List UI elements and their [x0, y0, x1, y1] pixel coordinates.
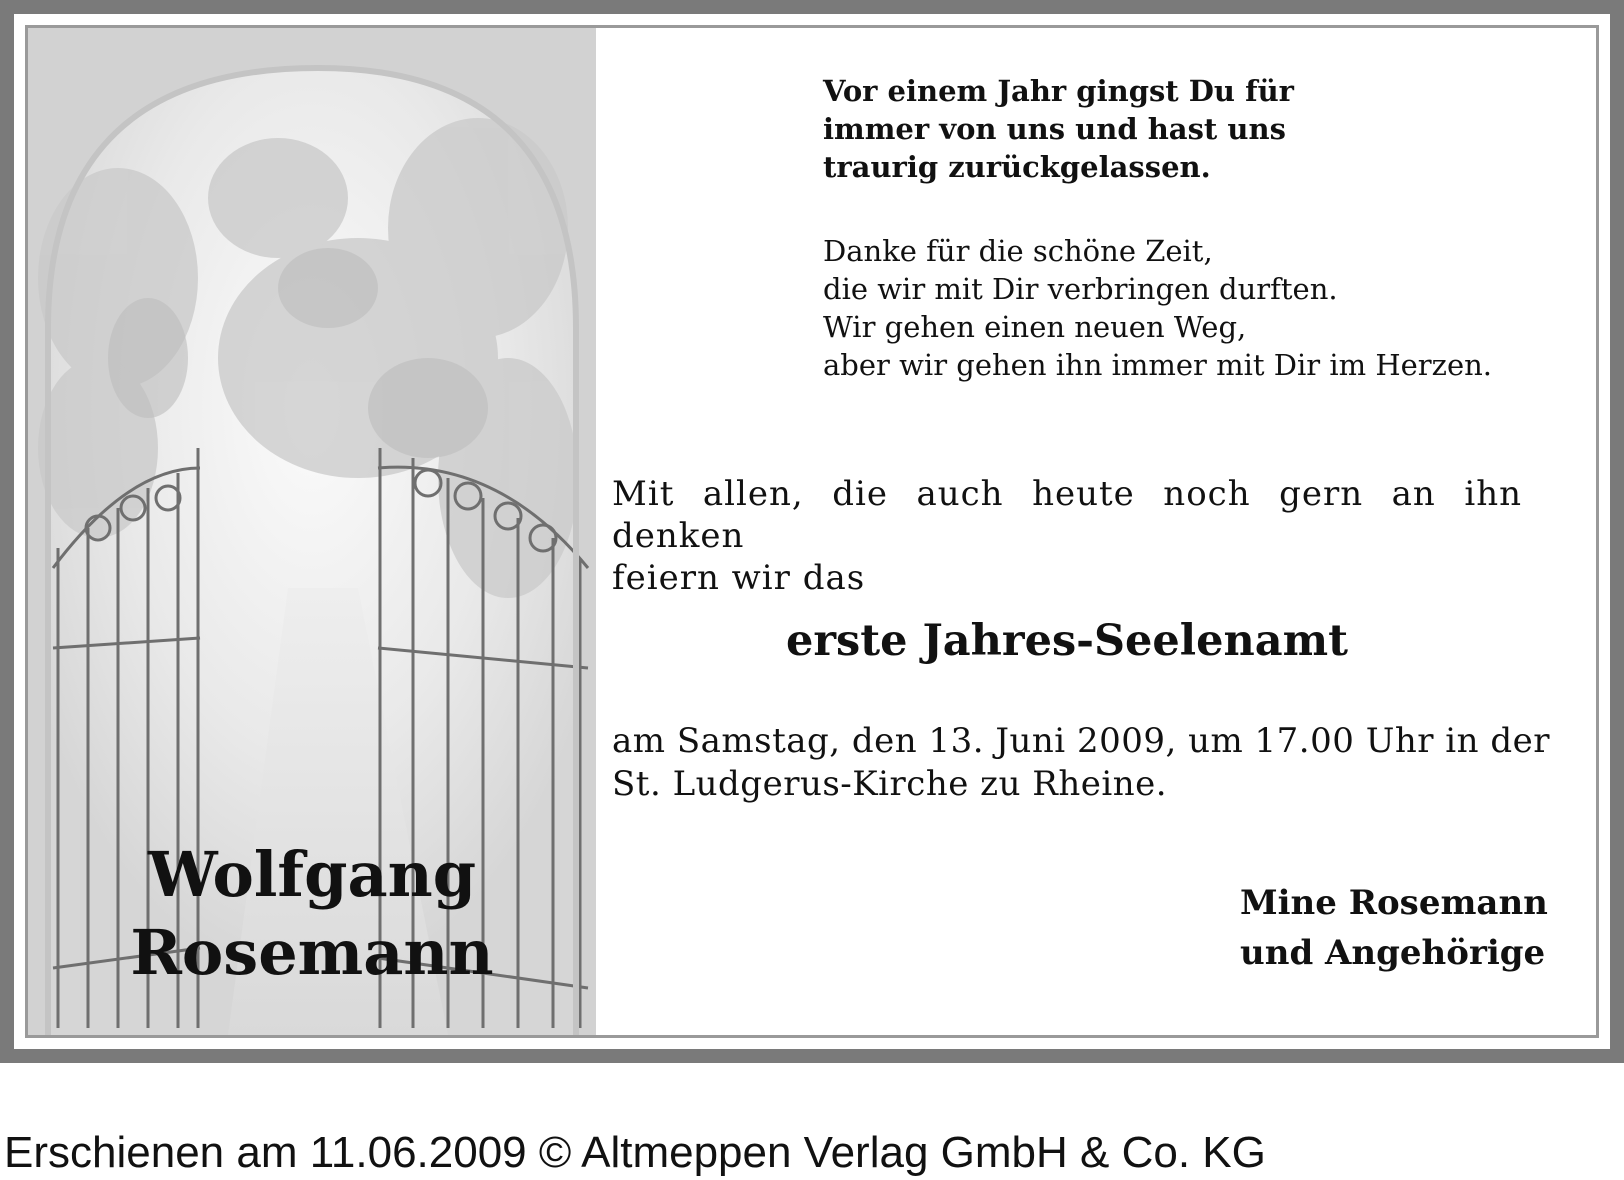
verse-plain-line: die wir mit Dir verbringen durften. — [823, 272, 1338, 306]
deceased-last-name: Rosemann — [130, 916, 494, 989]
verse-bold-line: Vor einem Jahr gingst Du für — [823, 74, 1294, 108]
service-details-line: am Samstag, den 13. Juni 2009, um 17.00 Uhr in der — [612, 721, 1551, 761]
verse-plain-line: Danke für die schöne Zeit, — [823, 234, 1213, 268]
verse-plain-line: aber wir gehen ihn immer mit Dir im Herzen. — [823, 348, 1492, 382]
signature — [1240, 878, 1548, 978]
invitation-line: feiern wir das — [612, 558, 866, 598]
invitation-line: Mit allen, die auch heute noch gern an ihn denken — [612, 474, 1522, 556]
deceased-first-name: Wolfgang — [147, 838, 477, 911]
service-details — [612, 720, 1551, 806]
invitation-text — [612, 473, 1522, 599]
verse-bold-line: immer von uns und hast uns — [823, 112, 1286, 146]
service-details-line: St. Ludgerus-Kirche zu Rheine. — [612, 764, 1168, 804]
garden-gate-image — [28, 28, 596, 1035]
signature-line: und Angehörige — [1240, 933, 1546, 973]
verse-plain — [823, 232, 1492, 384]
verse-bold — [823, 72, 1294, 186]
deceased-name — [28, 836, 596, 992]
signature-line: Mine Rosemann — [1240, 883, 1548, 923]
verse-plain-line: Wir gehen einen neuen Weg, — [823, 310, 1247, 344]
verse-bold-line: traurig zurückgelassen. — [823, 150, 1211, 184]
service-headline: erste Jahres-Seelenamt — [786, 616, 1348, 666]
publication-footer: Erschienen am 11.06.2009 © Altmeppen Verlag GmbH & Co. KG — [4, 1128, 1266, 1177]
